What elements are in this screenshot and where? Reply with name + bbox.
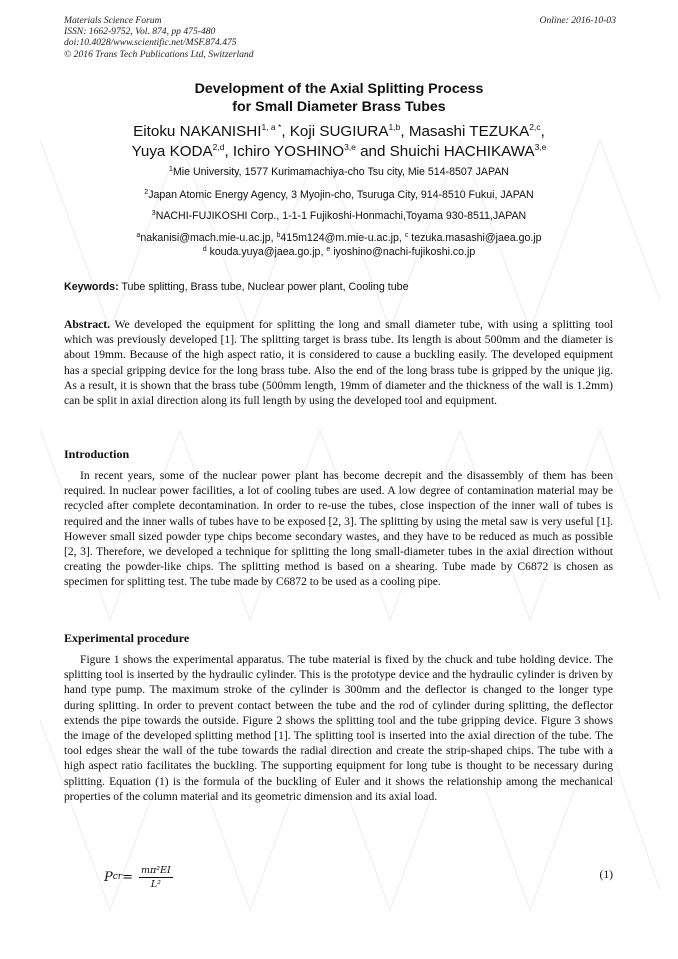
affiliation-number: 1 <box>169 166 173 173</box>
title-line-2: for Small Diameter Brass Tubes <box>232 99 446 115</box>
author-name: Ichiro YOSHINO <box>232 142 345 160</box>
equation-lhs: P <box>104 869 113 885</box>
email-address[interactable]: iyoshino@nachi-fujikoshi.co.jp <box>330 246 476 258</box>
author-name: Masashi TEZUKA <box>408 123 530 140</box>
journal-doi: doi:10.4028/www.scientific.net/MSF.874.475 <box>64 37 237 49</box>
journal-header <box>64 15 254 60</box>
author-line-1 <box>0 122 678 142</box>
online-date: Online: 2016-10-03 <box>539 15 616 26</box>
experimental-paragraph: Figure 1 shows the experimental apparatus. The tube material is fixed by the chuck and tube holding device. The splitting tool is inserted by the hydraulic cylinder. This is the prototype device and the hydraulic cylinder is driven by hand type pump. The maximum stroke of the cylinder is 300mm and the deflector is changed to the longer type during splitting. In order to prevent contact between the tube and the rod of cylinder during splitting, the deflector extends the pipe towards the outside. Figure 2 shows the splitting tool and the tube gripping device. Figure 3 shows the image of the developed splitting method [1]. The splitting tool is inserted into the axial direction of the tube. The tool edges shear the wall of the tube towards the radial direction and create the strip-shaped chips. The tube with a high aspect ratio facilitates the buckling. The supporting equipment for long tube is thought to be necessary during splitting. Equation (1) is the formula of the buckling of Euler and it shows the relationship among the mechanical properties of the column material and its geometric dimension and its axial load. <box>64 653 613 803</box>
author-name: Shuichi HACHIKAWA <box>389 142 535 160</box>
section-heading-experimental: Experimental procedure <box>64 631 190 645</box>
author-separator: and <box>355 142 390 160</box>
equation-fraction <box>139 865 173 890</box>
section-heading-introduction: Introduction <box>64 447 130 461</box>
equation-numerator: mπ²EI <box>141 864 171 876</box>
email-address[interactable]: kouda.yuya@jaea.go.jp, <box>206 246 327 258</box>
email-mark: b <box>276 232 281 239</box>
abstract-label: Abstract. <box>64 318 111 331</box>
email-address[interactable]: tezuka.masashi@jaea.go.jp <box>408 232 542 244</box>
author-separator: , <box>281 123 290 140</box>
author-separator: , <box>400 123 409 140</box>
paper-title <box>0 80 678 116</box>
affiliation-text: Mie University, 1577 Kurimamachiya-cho Tsu city, Mie 514-8507 JAPAN <box>172 166 509 178</box>
email-address[interactable]: 415m124@m.mie-u.ac.jp, <box>280 232 405 244</box>
keywords-label: Keywords: <box>64 281 119 293</box>
affiliation-1 <box>0 166 678 179</box>
introduction-paragraph: In recent years, some of the nuclear power plant has become decrepit and the disassembly of them has been required. In nuclear power facilities, a lot of cooling tubes are used. A low degree of contamination material may be recycled after complete decontamination. In order to re-use the tubes, close inspection of the inner wall of tubes is required and the inner walls of tubes have to be exposed [2, 3]. The splitting by using the metal saw is very useful [1]. However small sized powder type chips become secondary wastes, and they have to be reduced as much as possible [2, 3]. Therefore, we developed a technique for splitting the long small-diameter tubes in the axial direction without creating the powder-like chips. The splitting method is based on a shearing. Tube made by C6872 is chosen as specimen for splitting test. The tube made by C6872 to be used as a cooling pipe. <box>64 469 613 589</box>
email-mark: c <box>404 232 409 239</box>
author-separator: , <box>224 142 233 160</box>
email-address[interactable]: nakanisi@mach.mie-u.ac.jp, <box>140 232 277 244</box>
author-affiliation-mark: 2,d <box>212 141 225 152</box>
affiliation-3 <box>0 210 678 223</box>
author-affiliation-mark: 2,c <box>529 122 541 132</box>
author-affiliation-mark: 1,b <box>388 122 401 132</box>
equation-denominator: L² <box>150 878 161 890</box>
equation-lhs-subscript: cr <box>112 872 123 882</box>
email-list <box>0 231 678 259</box>
keywords <box>64 281 624 293</box>
author-line-2 <box>0 142 678 162</box>
email-line-1 <box>0 231 678 245</box>
journal-name: Materials Science Forum <box>64 15 162 26</box>
title-line-1: Development of the Axial Splitting Process <box>194 81 484 97</box>
affiliation-text: NACHI-FUJIKOSHI Corp., 1-1-1 Fujikoshi-Honmachi,Toyama 930-8511,JAPAN <box>155 210 527 222</box>
author-name: Koji SUGIURA <box>289 123 389 140</box>
keywords-text: Tube splitting, Brass tube, Nuclear power plant, Cooling tube <box>118 281 409 293</box>
email-mark: e <box>326 246 331 253</box>
email-line-2 <box>0 245 678 259</box>
author-list <box>0 122 678 161</box>
author-affiliation-mark: 3,e <box>344 141 356 152</box>
affiliation-2 <box>0 189 678 202</box>
journal-issn: ISSN: 1662-9752, Vol. 874, pp 475-480 <box>64 26 216 38</box>
euler-buckling-equation <box>104 862 173 892</box>
abstract <box>64 317 613 408</box>
email-mark: a <box>136 232 141 239</box>
equation-equals: = <box>122 869 133 885</box>
affiliation-number: 2 <box>144 189 149 196</box>
author-affiliation-mark: 1, a * <box>261 122 282 132</box>
journal-copyright: © 2016 Trans Tech Publications Ltd, Switzerland <box>64 48 254 60</box>
author-name: Eitoku NAKANISHI <box>133 123 262 140</box>
equation-number: (1) <box>599 868 613 881</box>
author-name: Yuya KODA <box>131 142 213 160</box>
abstract-text: We developed the equipment for splitting the long and small diameter tube, with using a splitting tool which was previously developed [1]. The splitting target is brass tube. Its length is about 500mm and the diameter is about 19mm. Because of the high aspect ratio, it is considered to cause a buckling easily. The developed equipment has a special gripping device for the long brass tube. Also the end of the long brass tube is gripped by the unique jig. As a result, it is shown that the brass tube (500mm length, 19mm of diameter and the thickness of the wall is 1.2mm) can be split in axial direction along its full length by using the developed tool and equipment. <box>64 318 613 408</box>
author-affiliation-mark: 3,e <box>534 141 547 152</box>
author-separator: , <box>540 123 545 140</box>
email-mark: d <box>202 246 207 253</box>
affiliation-text: Japan Atomic Energy Agency, 3 Myojin-cho, Tsuruga City, 914-8510 Fukui, JAPAN <box>148 189 534 201</box>
affiliation-number: 3 <box>151 210 156 217</box>
